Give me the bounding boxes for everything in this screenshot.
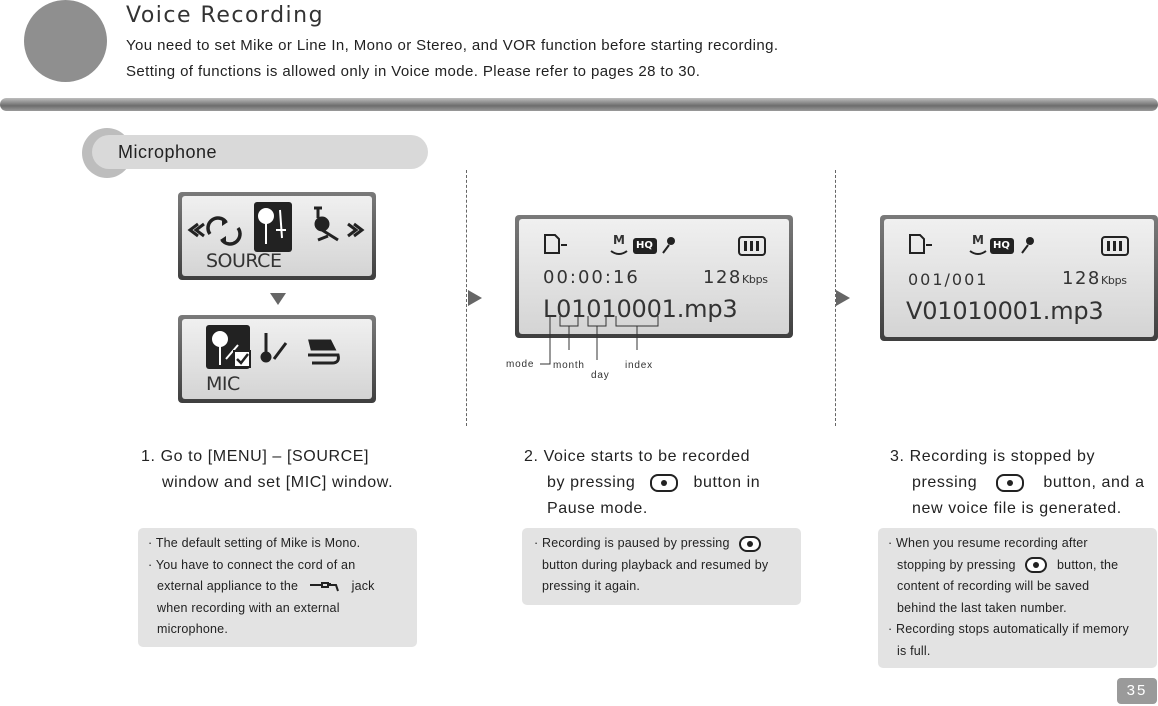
intro-line-2: Setting of functions is allowed only in Voice mode. Please refer to pages 28 to 30. [126,63,701,80]
line-in-icon [262,333,286,361]
annotation-mode: mode [506,359,535,370]
step-3-text: 3. Recording is stopped by pressing button, and a new voice file is generated. [890,448,1145,517]
mic-icon-selected [254,202,292,252]
file-counter: 001/001 [908,270,989,289]
record-button-icon [1025,557,1047,573]
annotation-index: index [625,360,653,371]
recording-bitrate-unit: Kbps [742,273,768,286]
stopped-bitrate: 128 [1062,268,1101,289]
mic-icon [1022,237,1034,253]
mic-icon [663,237,675,253]
mic-label: MIC [206,373,240,395]
note-box-2: · Recording is paused by pressing button during playback and resumed by pressing it again. [522,528,801,605]
source-label: SOURCE [206,250,282,272]
stopped-filename: V01010001.mp3 [906,297,1104,325]
hq-badge-label: HQ [636,240,653,251]
page-number: 35 [1117,678,1157,704]
column-divider-1 [466,170,467,426]
antenna-icon [611,251,627,254]
step-1-text: 1. Go to [MENU] – [SOURCE] window and set [MIC] window. [141,448,394,491]
antenna-icon [970,251,986,254]
header-divider-bar [0,98,1158,111]
step-2-text: 2. Voice starts to be recorded by pressing button in Pause mode. [524,448,761,517]
annotation-month: month [553,360,585,371]
mono-badge: M [613,233,625,247]
line-in-icon [314,208,338,240]
check-icon [234,351,250,367]
source-screen [178,192,376,280]
file-icon [545,235,567,253]
hq-badge-label: HQ [993,240,1010,251]
down-arrow-icon [270,293,286,305]
stopped-screen [880,215,1158,341]
step-arrow-icon [468,290,482,306]
stereo-icon [308,341,338,363]
stopped-status-icons [884,219,1154,259]
annotation-day: day [591,370,610,381]
page-title: Voice Recording [126,3,325,28]
record-button-icon [650,474,678,492]
note-box-1: · The default setting of Mike is Mono. · You have to connect the cord of an external appliance to the jack when recording with an external microphone. [138,528,417,647]
battery-icon [739,237,765,255]
battery-icon [1102,237,1128,255]
intro-line-1: You need to set Mike or Line In, Mono or Stereo, and VOR function before starting recording. [126,37,779,54]
recording-time: 00:00:16 [543,267,640,288]
section-title: Microphone [118,142,218,162]
mic-screen [178,315,376,403]
record-button-icon [996,474,1024,492]
record-button-icon [739,536,761,552]
repeat-icon [208,218,240,244]
header-circle-ornament [24,0,107,82]
jack-icon [308,581,342,593]
mono-badge: M [972,233,984,247]
note-box-3: · When you resume recording after stopping by pressing button, the content of recording will be saved behind the last taken number. · Recording stops automatically if memory is full. [878,528,1157,668]
recording-status-icons [519,219,789,259]
recording-filename: L01010001.mp3 [543,295,738,323]
left-chevron-icon [190,224,204,236]
recording-bitrate: 128 [703,267,742,288]
file-icon [910,235,932,253]
right-chevron-icon [348,224,362,236]
stopped-bitrate-unit: Kbps [1101,274,1127,287]
step-arrow-icon [836,290,850,306]
